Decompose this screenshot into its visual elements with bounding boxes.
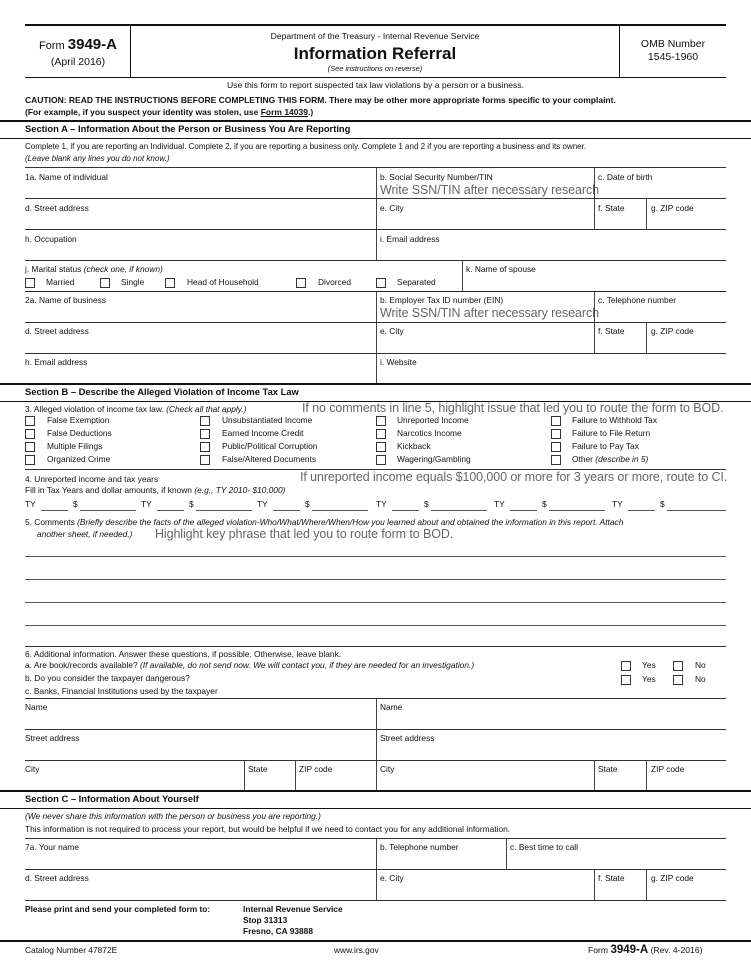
q6c-label: c. Banks, Financial Institutions used by the taxpayer (25, 686, 218, 696)
row-rule (25, 260, 726, 261)
failure-withhold-checkbox[interactable] (551, 416, 561, 426)
your-street-label: d. Street address (25, 873, 89, 883)
ty-input-6[interactable] (628, 510, 655, 511)
failure-withhold-label: Failure to Withhold Tax (572, 415, 658, 425)
row-rule (25, 646, 726, 647)
amount-input-1[interactable] (80, 510, 136, 511)
ty-input-1[interactable] (41, 510, 68, 511)
form-id (26, 36, 130, 53)
separated-checkbox[interactable] (376, 278, 386, 288)
bank-name-label-1: Name (25, 702, 48, 712)
mail-address-line-1: Internal Revenue Service (243, 904, 343, 914)
q6-label: 6. Additional information. Answer these questions, if possible. Otherwise, leave blank. (25, 649, 342, 659)
organized-crime-label: Organized Crime (47, 454, 111, 464)
unreported-income-checkbox[interactable] (376, 416, 386, 426)
political-corruption-label: Public/Political Corruption (222, 441, 318, 451)
best-time-label: c. Best time to call (510, 842, 578, 852)
caution-example: (For example, if you suspect your identity was stolen, use Form 14039.) (25, 107, 314, 117)
false-deductions-checkbox[interactable] (25, 429, 35, 439)
altered-documents-checkbox[interactable] (200, 455, 210, 465)
ein-handwritten-note: Write SSN/TIN after necessary research (380, 306, 599, 320)
comment-line-3[interactable] (25, 602, 726, 603)
section-b-title: Section B – Describe the Alleged Violation of Income Tax Law (0, 385, 751, 399)
wagering-label: Wagering/Gambling (397, 454, 471, 464)
header-bottom-rule (25, 77, 726, 78)
amount-input-5[interactable] (549, 510, 605, 511)
comment-line-2[interactable] (25, 579, 726, 580)
your-phone-label: b. Telephone number (380, 842, 459, 852)
divorced-checkbox[interactable] (296, 278, 306, 288)
section-a-instructions: Complete 1, if you are reporting an Individual. Complete 2, if you are reporting a business only. Complete 1 and 2 if you are reporting a business and its owner. (25, 142, 587, 151)
marital-status-label: j. Marital status (check one, if known) (25, 264, 163, 274)
section-c-rule-bottom (0, 808, 751, 809)
occupation-label: h. Occupation (25, 234, 77, 244)
section-c-privacy-note: (We never share this information with the person or business you are reporting.) (25, 811, 321, 821)
section-c-info-note: This information is not required to process your report, but would be helpful if we need to contact you for any additional information. (25, 824, 511, 834)
your-state-label: f. State (598, 873, 625, 883)
page-title: Information Referral (293, 44, 457, 63)
business-zip-label: g. ZIP code (651, 326, 694, 336)
ty-label-4: TY (376, 499, 387, 509)
q3-label: 3. Alleged violation of income tax law. (Check all that apply.) (25, 404, 247, 414)
earned-income-credit-checkbox[interactable] (200, 429, 210, 439)
dangerous-no-checkbox[interactable] (673, 675, 683, 685)
bank-street-label-2: Street address (380, 733, 435, 743)
form-date: (April 2016) (50, 56, 106, 68)
email-label: i. Email address (380, 234, 440, 244)
mail-address-line-3: Fresno, CA 93888 (243, 926, 313, 936)
ty-input-3[interactable] (273, 510, 300, 511)
business-name-label: 2a. Name of business (25, 295, 107, 305)
omb-number: 1545-1960 (647, 51, 699, 63)
ein-label: b. Employer Tax ID number (EIN) (380, 295, 504, 305)
form-number: 3949-A (67, 36, 117, 53)
records-yes-checkbox[interactable] (621, 661, 631, 671)
bank-zip-label-1: ZIP code (299, 764, 333, 774)
head-of-household-label: Head of Household (187, 277, 259, 287)
bank-city-label-1: City (25, 764, 40, 774)
row-rule (25, 729, 726, 730)
married-checkbox[interactable] (25, 278, 35, 288)
q3-handwritten-note: If no comments in line 5, highlight issue that led you to route the form to BOD. (302, 401, 724, 415)
website-label: i. Website (380, 357, 417, 367)
false-exemption-label: False Exemption (47, 415, 110, 425)
ty-input-2[interactable] (157, 510, 184, 511)
mail-address-line-2: Stop 31313 (243, 915, 288, 925)
records-no-checkbox[interactable] (673, 661, 683, 671)
failure-file-label: Failure to File Return (572, 428, 651, 438)
dollar-4: $ (424, 499, 429, 509)
political-corruption-checkbox[interactable] (200, 442, 210, 452)
narcotics-income-checkbox[interactable] (376, 429, 386, 439)
altered-documents-label: False/Altered Documents (222, 454, 317, 464)
single-label: Single (121, 277, 145, 287)
dollar-6: $ (660, 499, 665, 509)
state-label: f. State (598, 203, 625, 213)
ssn-handwritten-note: Write SSN/TIN after necessary research (380, 183, 599, 197)
married-label: Married (46, 277, 75, 287)
send-to-label: Please print and send your completed form to: (25, 904, 211, 914)
bank-state-label-2: State (598, 764, 618, 774)
separated-label: Separated (397, 277, 436, 287)
records-no-label: No (695, 660, 706, 670)
zip-label: g. ZIP code (651, 203, 694, 213)
section-a-title: Section A – Information About the Person or Business You Are Reporting (0, 122, 751, 136)
q5-note: another sheet, if needed.) (37, 529, 133, 539)
kickback-checkbox[interactable] (376, 442, 386, 452)
wagering-checkbox[interactable] (376, 455, 386, 465)
catalog-number: Catalog Number 47872E (25, 945, 118, 955)
divorced-label: Divorced (318, 277, 352, 287)
phone-label: c. Telephone number (598, 295, 677, 305)
single-checkbox[interactable] (100, 278, 110, 288)
multiple-filings-label: Multiple Filings (47, 441, 103, 451)
unreported-income-label: Unreported Income (397, 415, 469, 425)
website-link[interactable]: www.irs.gov (334, 945, 379, 955)
amount-input-2[interactable] (196, 510, 252, 511)
row-rule (25, 760, 726, 761)
omb-label: OMB Number (640, 38, 706, 50)
amount-input-3[interactable] (312, 510, 368, 511)
other-violation-label: Other (describe in 5) (572, 454, 649, 464)
ty-label-5: TY (494, 499, 505, 509)
earned-income-credit-label: Earned Income Credit (222, 428, 304, 438)
dollar-3: $ (305, 499, 310, 509)
your-name-label: 7a. Your name (25, 842, 80, 852)
amount-input-6[interactable] (667, 510, 726, 511)
ty-label-3: TY (257, 499, 268, 509)
organized-crime-checkbox[interactable] (25, 455, 35, 465)
your-city-label: e. City (380, 873, 404, 883)
use-line: Use this form to report suspected tax law violations by a person or a business. (226, 80, 525, 90)
spouse-name-label: k. Name of spouse (466, 264, 536, 274)
caution-line: CAUTION: READ THE INSTRUCTIONS BEFORE COMPLETING THIS FORM. There may be other more appropriate forms specific to your complaint. (25, 95, 616, 105)
footer-form-id: Form 3949-A (Rev. 4-2016) (588, 944, 703, 956)
false-exemption-checkbox[interactable] (25, 416, 35, 426)
dollar-1: $ (73, 499, 78, 509)
business-state-label: f. State (598, 326, 625, 336)
ty-input-5[interactable] (510, 510, 537, 511)
ty-label-1: TY (25, 499, 36, 509)
section-c-title: Section C – Information About Yourself (0, 792, 751, 806)
false-deductions-label: False Deductions (47, 428, 112, 438)
bank-city-label-2: City (380, 764, 395, 774)
subtitle: (See instructions on reverse) (327, 64, 423, 73)
head-of-household-checkbox[interactable] (165, 278, 175, 288)
dangerous-yes-label: Yes (642, 674, 656, 684)
amount-input-4[interactable] (431, 510, 487, 511)
form-prefix: Form (39, 40, 65, 52)
multiple-filings-checkbox[interactable] (25, 442, 35, 452)
failure-pay-checkbox[interactable] (551, 442, 561, 452)
failure-file-checkbox[interactable] (551, 429, 561, 439)
dob-label: c. Date of birth (598, 172, 653, 182)
section-a-instructions-note: (Leave blank any lines you do not know.) (25, 154, 170, 163)
bank-zip-label-2: ZIP code (651, 764, 685, 774)
business-street-label: d. Street address (25, 326, 89, 336)
q5-label: 5. Comments (Briefly describe the facts of the alleged violation-Who/What/Where/When/How you learned about and obtained the information in this report. Attach (25, 517, 624, 527)
city-label: e. City (380, 203, 404, 213)
dangerous-no-label: No (695, 674, 706, 684)
kickback-label: Kickback (397, 441, 431, 451)
ssn-label: b. Social Security Number/TIN (380, 172, 493, 182)
bank-state-label-1: State (248, 764, 268, 774)
q6b-label: b. Do you consider the taxpayer dangerous? (25, 673, 190, 683)
unsubstantiated-income-checkbox[interactable] (200, 416, 210, 426)
individual-name-label: 1a. Name of individual (25, 172, 108, 182)
row-rule (25, 900, 726, 901)
ty-input-4[interactable] (392, 510, 419, 511)
q4-fill-label: Fill in Tax Years and dollar amounts, if known (e.g., TY 2010- $10,000) (25, 485, 286, 495)
form-14039-link[interactable]: Form 14039 (260, 107, 308, 117)
comment-line-1[interactable] (25, 556, 726, 557)
business-email-label: h. Email address (25, 357, 88, 367)
department: Department of the Treasury - Internal Revenue Service (270, 31, 480, 41)
ty-label-6: TY (612, 499, 623, 509)
footer-rule (0, 940, 751, 942)
q4-handwritten-note: If unreported income equals $100,000 or more for 3 years or more, route to CI. (300, 470, 728, 484)
unsubstantiated-income-label: Unsubstantiated Income (222, 415, 313, 425)
records-yes-label: Yes (642, 660, 656, 670)
street-label: d. Street address (25, 203, 89, 213)
q6a-label: a. Are book/records available? (If available, do not send now. We will contact you, if they are needed for an investigation.) (25, 660, 475, 670)
q5-handwritten-note: Highlight key phrase that led you to route form to BOD. (155, 527, 454, 541)
dangerous-yes-checkbox[interactable] (621, 675, 631, 685)
bank-name-label-2: Name (380, 702, 403, 712)
other-violation-checkbox[interactable] (551, 455, 561, 465)
q4-label: 4. Unreported income and tax years (25, 474, 159, 484)
ty-label-2: TY (141, 499, 152, 509)
dollar-2: $ (189, 499, 194, 509)
failure-pay-label: Failure to Pay Tax (572, 441, 639, 451)
business-city-label: e. City (380, 326, 404, 336)
bank-street-label-1: Street address (25, 733, 80, 743)
your-zip-label: g. ZIP code (651, 873, 694, 883)
section-a-rule-bottom (0, 138, 751, 139)
narcotics-income-label: Narcotics Income (397, 428, 462, 438)
comment-line-4[interactable] (25, 625, 726, 626)
dollar-5: $ (542, 499, 547, 509)
